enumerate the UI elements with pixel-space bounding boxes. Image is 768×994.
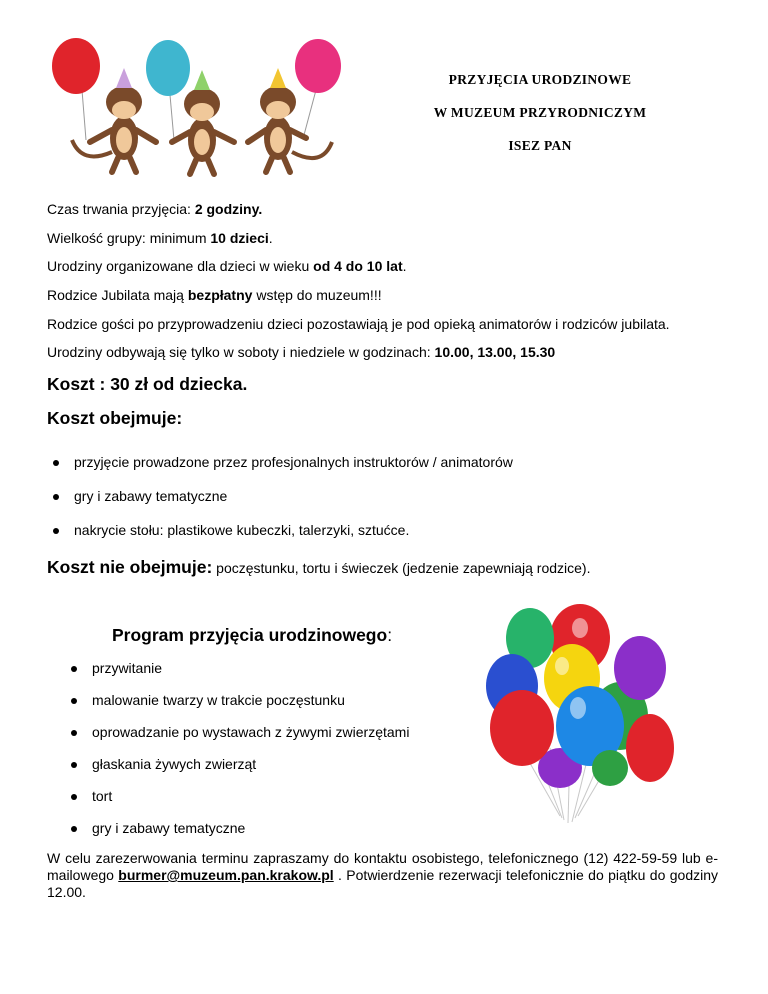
balloons-illustration xyxy=(460,598,680,828)
parents-line: Rodzice Jubilata mają bezpłatny wstęp do muzeum!!! xyxy=(47,287,382,303)
page-title xyxy=(380,72,700,171)
title-line-3: ISEZ PAN xyxy=(508,138,572,153)
includes-list xyxy=(47,454,513,538)
list-item: głaskania żywych zwierząt xyxy=(65,756,409,772)
list-item: gry i zabawy tematyczne xyxy=(47,488,513,504)
duration-line: Czas trwania przyjęcia: 2 godziny. xyxy=(47,201,263,217)
contact-paragraph: W celu zarezerwowania terminu zapraszamy do kontaktu osobistego, telefonicznego (12) 422-59-59 lub e-mailowego burmer@muzeum.pan.krakow.pl . Potwierdzenie rezerwacji telefonicznie do piątku do godziny 12.00. xyxy=(47,850,718,900)
list-item: przyjęcie prowadzone przez profesjonalnych instruktorów / animatorów xyxy=(47,454,513,470)
list-item: gry i zabawy tematyczne xyxy=(65,820,409,836)
program-heading: Program przyjęcia urodzinowego: xyxy=(112,625,393,645)
email-link[interactable]: burmer@muzeum.pan.krakow.pl xyxy=(118,867,334,883)
title-line-1: PRZYJĘCIA URODZINOWE xyxy=(448,72,632,87)
title-line-2: W MUZEUM PRZYRODNICZYM xyxy=(433,105,647,120)
includes-heading: Koszt obejmuje: xyxy=(47,408,183,428)
list-item: przywitanie xyxy=(65,660,409,676)
list-item: malowanie twarzy w trakcie poczęstunku xyxy=(65,692,409,708)
group-size-line: Wielkość grupy: minimum 10 dzieci. xyxy=(47,230,273,246)
list-item: oprowadzanie po wystawach z żywymi zwierzętami xyxy=(65,724,409,740)
monkeys-with-balloons-illustration xyxy=(42,30,342,180)
list-item: tort xyxy=(65,788,409,804)
guests-line: Rodzice gości po przyprowadzeniu dzieci pozostawiają je pod opieką animatorów i rodziców jubilata. xyxy=(47,316,670,332)
age-line: Urodziny organizowane dla dzieci w wieku od 4 do 10 lat. xyxy=(47,258,407,274)
list-item: nakrycie stołu: plastikowe kubeczki, talerzyki, sztućce. xyxy=(47,522,513,538)
excludes-line: Koszt nie obejmuje: poczęstunku, tortu i świeczek (jedzenie zapewniają rodzice). xyxy=(47,557,591,577)
price-heading: Koszt : 30 zł od dziecka. xyxy=(47,374,248,394)
days-line: Urodziny odbywają się tylko w soboty i niedziele w godzinach: 10.00, 13.00, 15.30 xyxy=(47,344,556,360)
program-list xyxy=(65,660,409,836)
